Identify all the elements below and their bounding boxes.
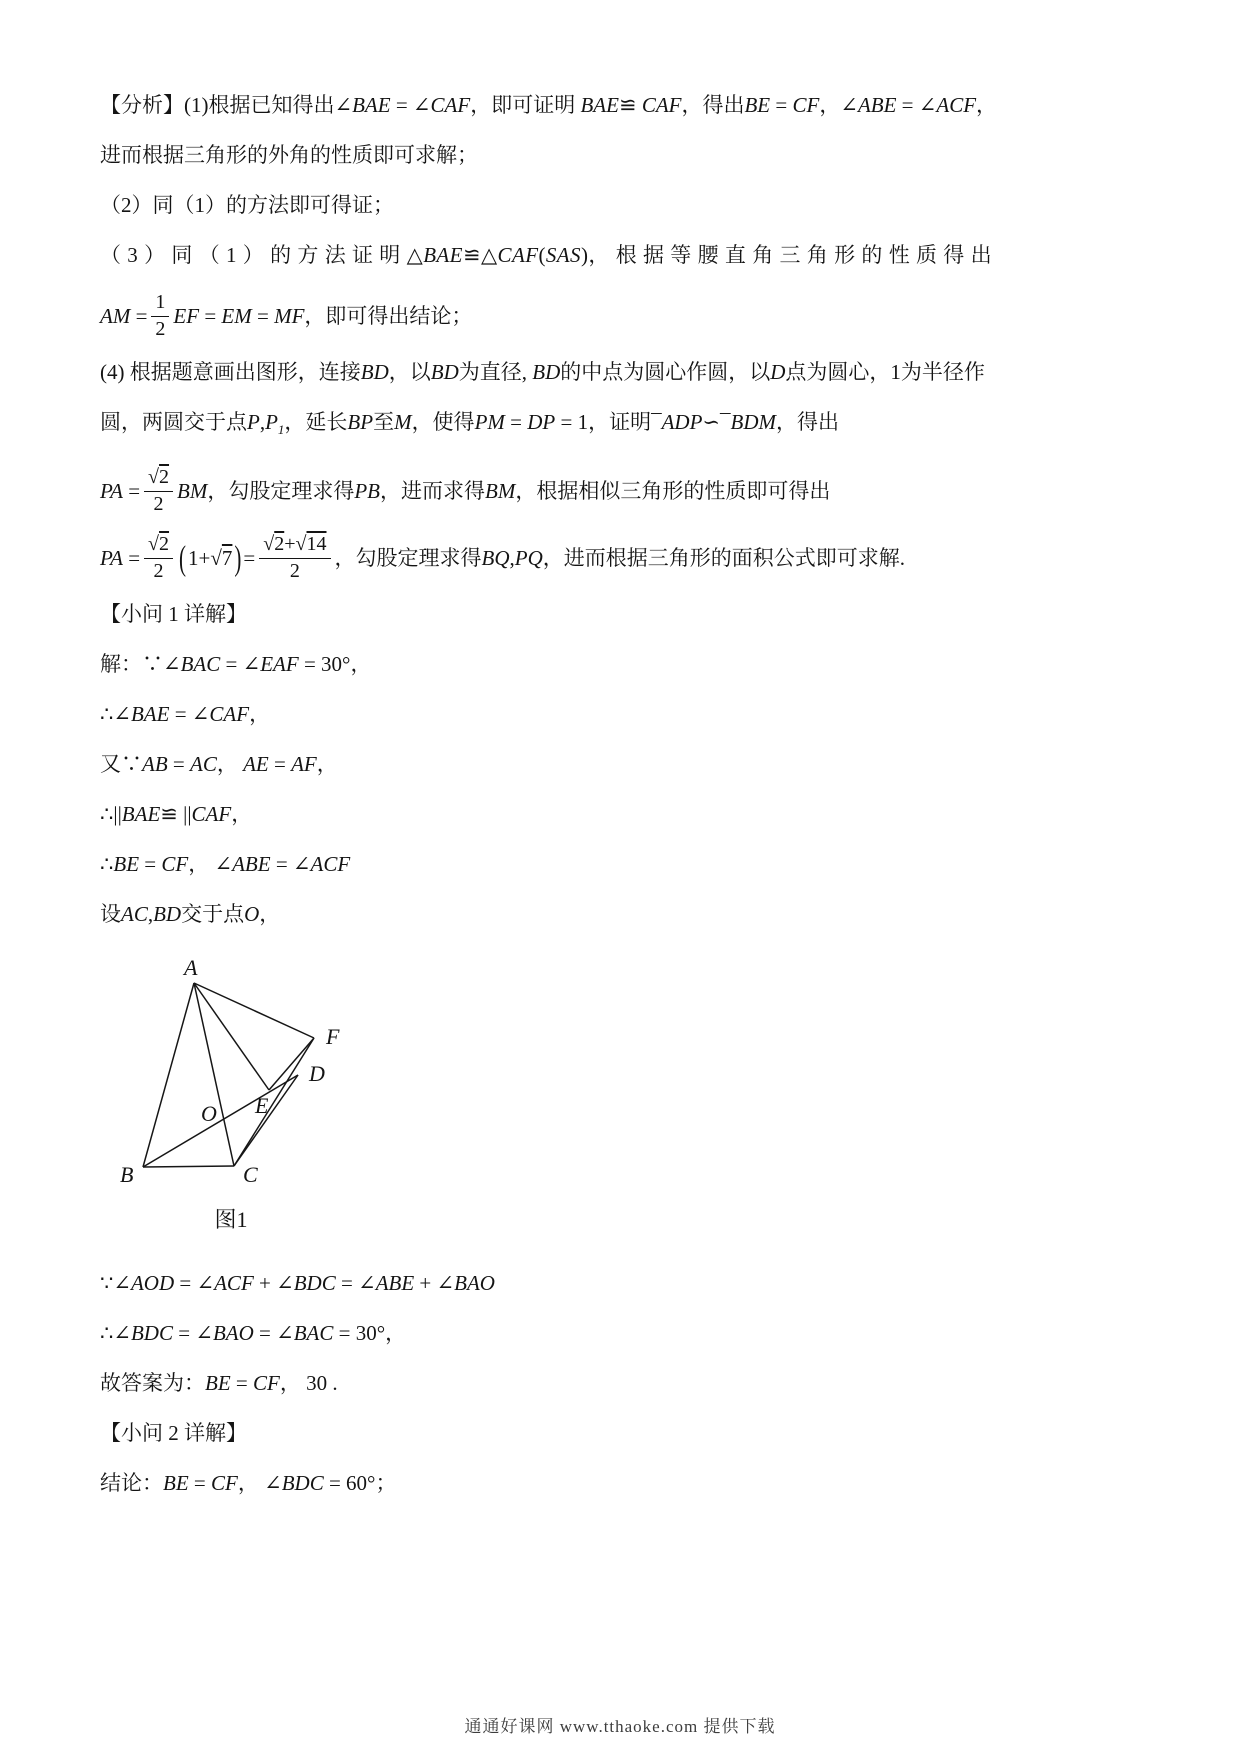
math-expression: ∠BDC = ∠BAO = ∠BAC = 30° — [113, 1321, 386, 1346]
figure-1-drawing — [106, 949, 356, 1194]
text-run: 圆，两圆交于点 — [100, 410, 247, 434]
fraction — [151, 290, 169, 341]
math-expression: BQ,PQ — [481, 545, 543, 570]
analysis-step4-line2 — [100, 407, 1150, 445]
segment-AF — [194, 983, 314, 1038]
math-expression: M — [394, 410, 412, 434]
text-run: 设 — [100, 902, 121, 927]
text-run: ，进而根据三角形的面积公式即可求解. — [542, 545, 905, 570]
math-expression: AM = — [100, 303, 148, 328]
text-run: 解：∵ — [100, 652, 163, 677]
text-run: ，延长 — [284, 410, 348, 434]
math-expression: = — [243, 545, 256, 570]
text-run: ， — [316, 752, 338, 777]
math-expression: AE = AF — [243, 752, 317, 777]
math-expression: D — [770, 360, 786, 384]
math-expression: BD — [430, 360, 459, 384]
math-expression: 2 — [155, 318, 166, 340]
math-expression: ¯ADP∽¯BDM — [651, 410, 777, 434]
fraction — [259, 532, 330, 583]
text-run: ， 30 . — [279, 1371, 338, 1396]
text-run: ， — [216, 752, 244, 777]
text-run: ， — [237, 1471, 265, 1496]
text-run: ，以 — [388, 360, 431, 384]
segment-BD — [143, 1075, 298, 1167]
text-run: ∵ — [100, 1271, 114, 1296]
math-expression: PB — [354, 478, 381, 503]
text-run: ∴ — [100, 1321, 114, 1346]
text-run: ，使得 — [411, 410, 475, 434]
text-run: （3）同（1）的方法证明 — [100, 243, 407, 267]
text-run: ， — [976, 93, 998, 117]
analysis-step4-line1 — [100, 357, 1150, 387]
math-expression: ∠AOD = ∠ACF + ∠BDC = ∠ABE + ∠BAO — [113, 1271, 495, 1296]
math-expression: 2 — [289, 560, 300, 583]
analysis-step4-formula2 — [100, 532, 1150, 583]
text-run: ∴ — [100, 852, 114, 877]
solution-section — [100, 1268, 1150, 1498]
math-expression: BE = CF — [205, 1371, 280, 1396]
vertex-label-E: E — [255, 1093, 269, 1119]
text-run: ， — [350, 652, 372, 677]
text-run: ，得出 — [681, 93, 745, 117]
text-run: ， — [249, 702, 271, 727]
text-run: 至 — [373, 410, 395, 434]
text-run: ，证明 — [588, 410, 652, 434]
text-run: ，勾股定理求得 — [334, 545, 482, 570]
segment-CD — [234, 1075, 298, 1166]
page-footer: 通通好课网 www.tthaoke.com 提供下载 — [464, 1717, 776, 1736]
text-run: ， — [385, 1321, 407, 1346]
text-run: ， — [819, 93, 841, 117]
subq1-line3 — [100, 749, 1150, 779]
text-run: ，进而求得 — [380, 478, 486, 503]
text-run: ，勾股定理求得 — [207, 478, 355, 503]
subq1-line1 — [100, 649, 1150, 679]
math-expression: AC,BD — [121, 902, 182, 927]
math-expression: P,P — [247, 410, 278, 434]
math-expression: O — [244, 902, 260, 927]
math-expression: ∠ABE = ∠ACF — [214, 852, 351, 877]
fraction — [144, 532, 173, 583]
text-run: ，根据等腰直角三角形的性质得出 — [588, 243, 998, 267]
math-expression: BP — [347, 410, 374, 434]
text-run: ，根据相似三角形的性质即可得出 — [515, 478, 831, 503]
math-expression: √2+√14 — [259, 532, 330, 559]
math-expression: ∠BAE = ∠CAF — [113, 702, 250, 727]
math-expression: √2 — [144, 465, 173, 492]
text-run: ， — [188, 852, 215, 877]
text-run: ∴ — [100, 802, 114, 827]
text-run: 【小问 1 详解】 — [100, 602, 247, 627]
text-run: 交于点 — [181, 902, 245, 927]
math-expression: PA = — [100, 545, 141, 570]
vertex-label-O: O — [201, 1101, 217, 1127]
math-expression: 2 — [153, 493, 164, 516]
vertex-label-F: F — [326, 1024, 340, 1050]
text-run: ∴ — [100, 702, 114, 727]
math-expression: BM — [485, 478, 516, 503]
text-run: ， — [259, 902, 281, 927]
analysis-step3-formula — [100, 290, 1150, 341]
geometry-figure — [106, 949, 362, 1234]
subq2-conclusion — [100, 1468, 1150, 1498]
text-run: ； — [375, 1471, 397, 1496]
math-expression: BE = CF — [163, 1471, 238, 1496]
text-run: （2）同（1）的方法即可得证； — [100, 193, 394, 217]
math-expression: 1 — [151, 290, 169, 317]
math-expression: BE = CF — [113, 852, 189, 877]
math-expression: △BAE≌△CAF(SAS) — [406, 243, 589, 267]
subq1-line8 — [100, 1318, 1150, 1348]
math-expression: (1+√7) — [179, 537, 242, 578]
analysis-line-2 — [100, 140, 1150, 170]
text-run: 结论： — [100, 1471, 163, 1496]
math-expression: BM — [177, 478, 208, 503]
math-expression: √2 — [144, 532, 173, 559]
fraction — [144, 465, 173, 516]
analysis-section — [100, 90, 1150, 929]
math-expression: ∠ABE = ∠ACF — [840, 93, 977, 117]
figure-caption: 图1 — [214, 1207, 248, 1233]
math-expression: PM = DP = 1 — [474, 410, 589, 434]
vertex-label-B: B — [120, 1162, 134, 1188]
math-expression: BAE≌ CAF — [580, 93, 682, 117]
math-expression: ||BAE≌ ||CAF — [113, 802, 232, 827]
text-run: (4) 根据题意画出图形，连接 — [100, 360, 361, 384]
subq1-line7 — [100, 1268, 1150, 1298]
subq1-header — [100, 599, 1150, 629]
text-run: 为直径, — [458, 360, 533, 384]
math-expression: ∠BAE = ∠CAF — [334, 93, 471, 117]
text-run: ，即可得出结论； — [304, 303, 473, 328]
text-run: ， — [231, 802, 253, 827]
analysis-line-1 — [100, 90, 1150, 120]
math-expression: AB = AC — [142, 752, 217, 777]
vertex-label-A: A — [184, 955, 198, 981]
subq1-line4 — [100, 799, 1150, 829]
text-run: ，得出 — [776, 410, 840, 434]
math-expression: 2 — [153, 560, 164, 583]
subq1-line2 — [100, 699, 1150, 729]
subq2-header — [100, 1418, 1150, 1448]
text-run: 进而根据三角形的外角的性质即可求解； — [100, 143, 478, 167]
text-run: 【分析】(1)根据已知得出 — [100, 93, 335, 117]
math-expression: PA = — [100, 478, 141, 503]
vertex-label-C: C — [243, 1162, 258, 1188]
math-expression: BD — [532, 360, 561, 384]
subq1-answer — [100, 1368, 1150, 1398]
text-run: ，即可证明 — [470, 93, 581, 117]
math-expression: EF = EM = MF — [173, 303, 305, 328]
subq1-line6 — [100, 899, 1150, 929]
text-run: 又∵ — [100, 752, 142, 777]
analysis-step3 — [100, 240, 1150, 270]
text-run: 点为圆心，1为半径作 — [785, 360, 985, 384]
segment-AB — [143, 983, 194, 1167]
math-expression: BD — [360, 360, 389, 384]
math-expression: ∠BAC = ∠EAF = 30° — [163, 652, 351, 677]
text-run: 【小问 2 详解】 — [100, 1421, 247, 1446]
math-expression: ∠BDC = 60° — [264, 1471, 376, 1496]
text-run: 的中点为圆心作圆，以 — [560, 360, 771, 384]
math-expression: BE = CF — [744, 93, 820, 117]
segment-BC — [143, 1166, 234, 1167]
text-run: 故答案为： — [100, 1371, 205, 1396]
analysis-step2 — [100, 190, 1150, 220]
analysis-step4-formula1 — [100, 465, 1150, 516]
vertex-label-D: D — [309, 1061, 325, 1087]
subscript: 1 — [277, 422, 285, 438]
subq1-line5 — [100, 849, 1150, 879]
segment-EF — [269, 1038, 314, 1090]
